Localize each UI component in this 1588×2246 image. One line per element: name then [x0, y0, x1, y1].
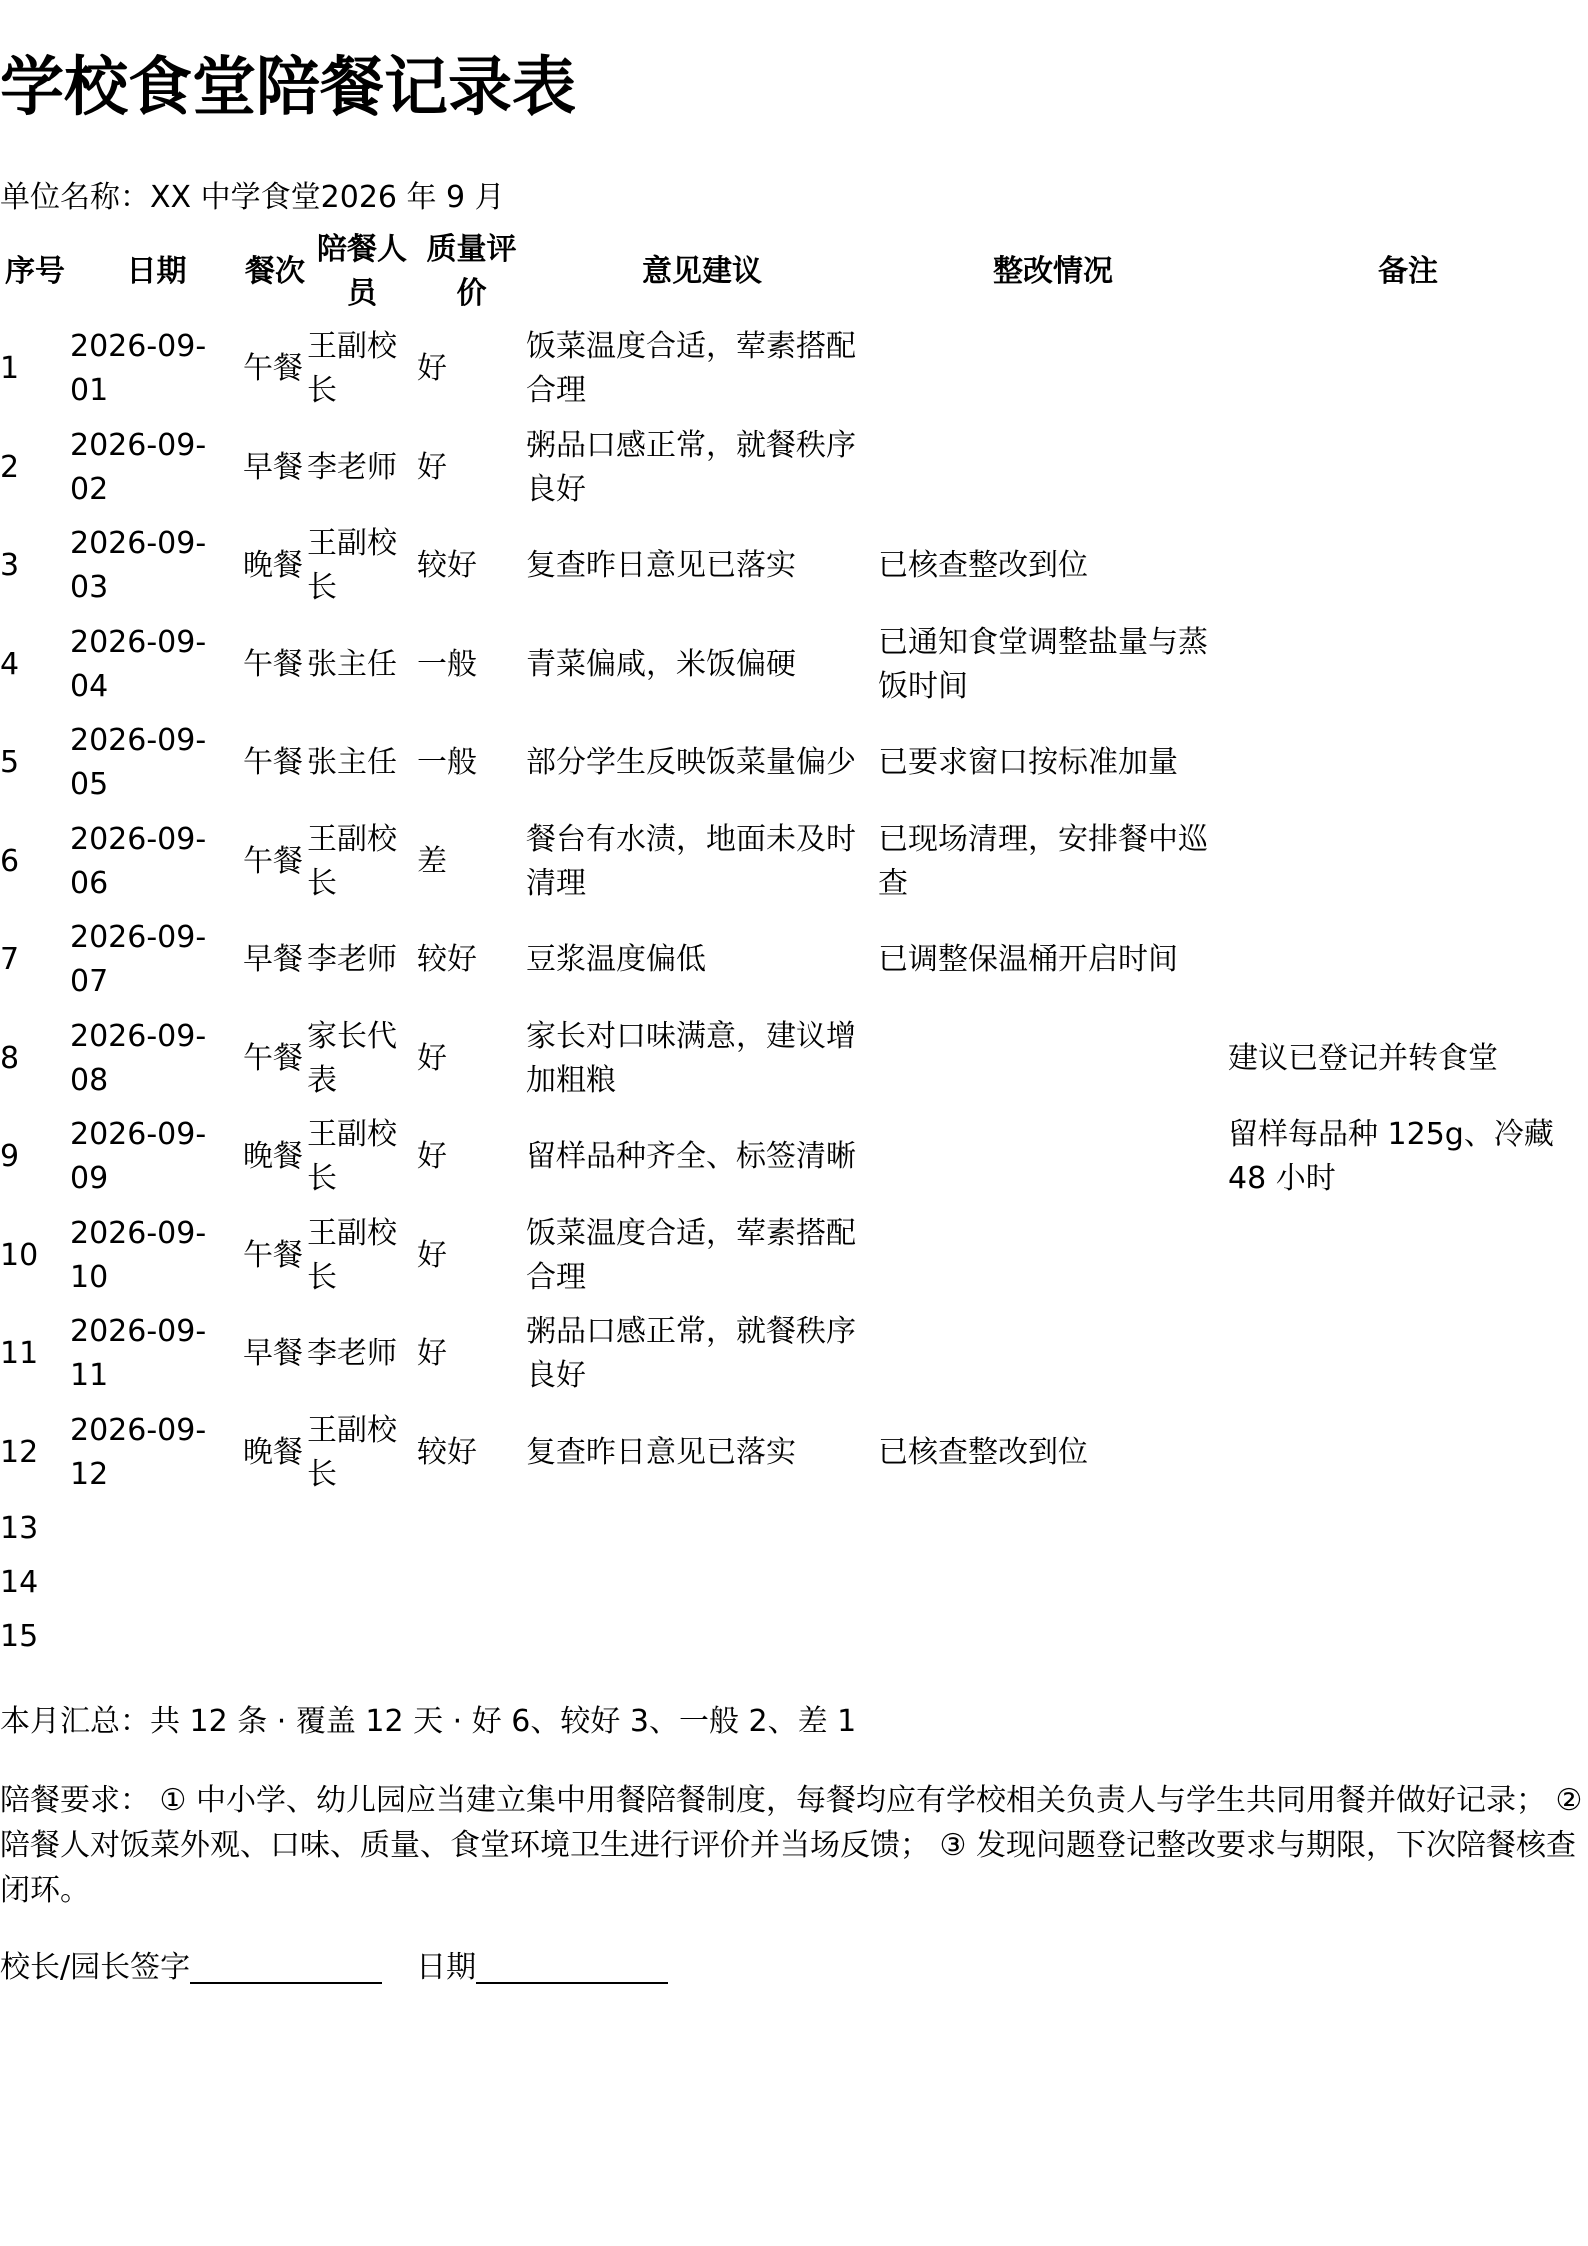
cell-date: 2026-09-08	[70, 1018, 207, 1098]
cell-date: 2026-09-03	[70, 526, 207, 606]
cell-meal	[243, 1556, 307, 1610]
cell-index: 9	[0, 1139, 20, 1175]
table-row	[0, 419, 1588, 518]
cell-fix: 已通知食堂调整盐量与蒸饭时间	[878, 624, 1208, 704]
table-row	[0, 714, 1588, 813]
cell-note	[1228, 1556, 1588, 1610]
table-row	[0, 813, 1588, 912]
table-row	[0, 616, 1588, 715]
cell-fix	[878, 1305, 1228, 1404]
cell-meal: 午餐	[243, 1237, 303, 1273]
cell-quality: 较好	[417, 1434, 477, 1470]
cell-meal: 晚餐	[243, 1434, 303, 1470]
table-row	[0, 911, 1588, 1010]
table-header-row	[0, 224, 1588, 320]
cell-index: 10	[0, 1237, 39, 1273]
table-row	[0, 320, 1588, 419]
signature-date-label: 日期	[416, 1950, 477, 1985]
cell-note	[1228, 1404, 1588, 1503]
cell-fix	[878, 1610, 1228, 1664]
cell-note	[1228, 714, 1588, 813]
cell-meal: 午餐	[243, 1040, 303, 1076]
cell-date: 2026-09-10	[70, 1215, 207, 1295]
cell-person: 张主任	[307, 646, 397, 682]
cell-date: 2026-09-01	[70, 329, 207, 409]
empty-table-row	[0, 1610, 1588, 1664]
cell-person: 王副校长	[307, 329, 397, 409]
cell-note	[1228, 517, 1588, 616]
cell-date: 2026-09-12	[70, 1412, 207, 1492]
cell-index: 12	[0, 1434, 39, 1470]
accompany-requirements: 陪餐要求： ① 中小学、幼儿园应当建立集中用餐陪餐制度，每餐均应有学校相关负责人与学生共同用餐并做好记录； ② 陪餐人对饭菜外观、口味、质量、食堂环境卫生进行评价并当场反馈； ③ 发现问题登记整改要求与期限，下次陪餐核查闭环。	[0, 1783, 1583, 1908]
cell-meal	[243, 1610, 307, 1664]
header-date: 日期	[126, 254, 187, 289]
cell-fix	[878, 1010, 1228, 1109]
cell-quality: 好	[417, 1139, 447, 1175]
header-quality: 质量评价	[426, 232, 517, 311]
cell-quality: 好	[417, 351, 447, 387]
cell-person: 张主任	[307, 745, 397, 781]
cell-opinion: 留样品种齐全、标签清晰	[526, 1139, 856, 1175]
cell-quality: 一般	[417, 745, 477, 781]
header-fix: 整改情况	[993, 254, 1113, 289]
cell-fix	[878, 320, 1228, 419]
cell-quality: 好	[417, 1040, 447, 1076]
cell-opinion: 饭菜温度合适，荤素搭配合理	[526, 329, 856, 409]
cell-person	[307, 1610, 417, 1664]
signature-date-field[interactable]	[476, 1948, 668, 1984]
cell-meal: 晚餐	[243, 548, 303, 584]
cell-note	[1228, 1610, 1588, 1664]
cell-date: 2026-09-07	[70, 920, 207, 1000]
cell-opinion: 复查昨日意见已落实	[526, 548, 796, 584]
cell-fix: 已调整保温桶开启时间	[878, 942, 1178, 978]
principal-signature-label: 校长/园长签字	[0, 1950, 191, 1985]
cell-date: 2026-09-09	[70, 1117, 207, 1197]
cell-note	[1228, 1502, 1588, 1556]
cell-fix	[878, 1207, 1228, 1306]
cell-meal: 早餐	[243, 942, 303, 978]
cell-meal	[243, 1502, 307, 1556]
cell-meal: 午餐	[243, 843, 303, 879]
cell-fix: 已核查整改到位	[878, 1434, 1088, 1470]
cell-quality	[417, 1502, 526, 1556]
cell-meal: 早餐	[243, 449, 303, 485]
cell-note	[1228, 419, 1588, 518]
cell-index: 15	[0, 1619, 39, 1654]
cell-quality: 好	[417, 1336, 447, 1372]
cell-opinion: 饭菜温度合适，荤素搭配合理	[526, 1215, 856, 1295]
cell-opinion	[526, 1610, 878, 1664]
monthly-summary: 本月汇总：共 12 条 · 覆盖 12 天 · 好 6、较好 3、一般 2、差 1	[0, 1704, 857, 1739]
cell-opinion: 餐台有水渍，地面未及时清理	[526, 821, 856, 901]
cell-quality: 一般	[417, 646, 477, 682]
header-person: 陪餐人员	[317, 232, 407, 311]
cell-note	[1228, 320, 1588, 419]
cell-opinion: 青菜偏咸，米饭偏硬	[526, 646, 796, 682]
signature-line	[0, 1946, 668, 1990]
cell-quality	[417, 1610, 526, 1664]
cell-date: 2026-09-05	[70, 723, 207, 803]
cell-opinion: 复查昨日意见已落实	[526, 1434, 796, 1470]
header-opinion: 意见建议	[642, 254, 762, 289]
cell-quality: 好	[417, 1237, 447, 1273]
cell-person: 李老师	[307, 449, 397, 485]
cell-fix: 已要求窗口按标准加量	[878, 745, 1178, 781]
cell-fix: 已现场清理，安排餐中巡查	[878, 821, 1208, 901]
unit-name-line: 单位名称：XX 中学食堂2026 年 9 月	[0, 180, 505, 215]
cell-person: 李老师	[307, 1336, 397, 1372]
table-row	[0, 1305, 1588, 1404]
cell-quality: 好	[417, 449, 447, 485]
cell-index: 1	[0, 351, 20, 387]
cell-opinion: 粥品口感正常，就餐秩序良好	[526, 1314, 856, 1394]
cell-date	[70, 1502, 243, 1556]
cell-opinion: 部分学生反映饭菜量偏少	[526, 745, 856, 781]
header-note: 备注	[1378, 254, 1438, 289]
cell-note	[1228, 616, 1588, 715]
cell-quality: 较好	[417, 548, 477, 584]
cell-person: 王副校长	[307, 1215, 397, 1295]
cell-index: 8	[0, 1040, 20, 1076]
cell-person	[307, 1502, 417, 1556]
cell-index: 4	[0, 646, 20, 682]
table-row	[0, 1108, 1588, 1207]
cell-meal: 午餐	[243, 351, 303, 387]
cell-meal: 早餐	[243, 1336, 303, 1372]
cell-index: 3	[0, 548, 20, 584]
cell-note	[1228, 813, 1588, 912]
cell-index: 11	[0, 1336, 39, 1372]
header-meal: 餐次	[245, 254, 305, 289]
cell-date: 2026-09-04	[70, 624, 207, 704]
cell-quality: 差	[417, 843, 447, 879]
cell-date: 2026-09-11	[70, 1314, 207, 1394]
cell-person: 王副校长	[307, 821, 397, 901]
cell-index: 7	[0, 942, 20, 978]
empty-table-row	[0, 1556, 1588, 1610]
cell-person: 王副校长	[307, 526, 397, 606]
cell-person: 李老师	[307, 942, 397, 978]
cell-date	[70, 1610, 243, 1664]
cell-person: 家长代表	[307, 1018, 397, 1098]
cell-note	[1228, 1305, 1588, 1404]
cell-meal: 午餐	[243, 646, 303, 682]
cell-index: 2	[0, 449, 20, 485]
cell-date: 2026-09-06	[70, 821, 207, 901]
cell-note	[1228, 911, 1588, 1010]
cell-opinion	[526, 1502, 878, 1556]
cell-fix	[878, 1108, 1228, 1207]
cell-person: 王副校长	[307, 1412, 397, 1492]
cell-quality	[417, 1556, 526, 1610]
cell-meal: 晚餐	[243, 1139, 303, 1175]
cell-fix	[878, 1556, 1228, 1610]
table-row	[0, 1207, 1588, 1306]
cell-fix	[878, 1502, 1228, 1556]
empty-table-row	[0, 1502, 1588, 1556]
cell-fix: 已核查整改到位	[878, 548, 1088, 584]
cell-note: 建议已登记并转食堂	[1228, 1040, 1498, 1076]
header-index: 序号	[5, 254, 65, 289]
cell-quality: 较好	[417, 942, 477, 978]
cell-opinion	[526, 1556, 878, 1610]
cell-meal: 午餐	[243, 745, 303, 781]
table-row	[0, 1010, 1588, 1109]
cell-index: 6	[0, 843, 20, 879]
cell-date: 2026-09-02	[70, 427, 207, 507]
cell-date	[70, 1556, 243, 1610]
cell-index: 5	[0, 745, 20, 781]
cell-note	[1228, 1207, 1588, 1306]
cell-opinion: 粥品口感正常，就餐秩序良好	[526, 427, 856, 507]
cell-opinion: 豆浆温度偏低	[526, 942, 706, 978]
cell-opinion: 家长对口味满意，建议增加粗粮	[526, 1018, 856, 1098]
table-row	[0, 1404, 1588, 1503]
cell-index: 14	[0, 1565, 39, 1600]
cell-fix	[878, 419, 1228, 518]
cell-person: 王副校长	[307, 1117, 397, 1197]
cell-note: 留样每品种 125g、冷藏 48 小时	[1228, 1117, 1554, 1197]
principal-signature-field[interactable]	[190, 1948, 382, 1984]
cell-person	[307, 1556, 417, 1610]
table-row	[0, 517, 1588, 616]
cell-index: 13	[0, 1511, 39, 1546]
document-title: 学校食堂陪餐记录表	[0, 51, 576, 125]
accompany-meal-table	[0, 224, 1588, 1664]
